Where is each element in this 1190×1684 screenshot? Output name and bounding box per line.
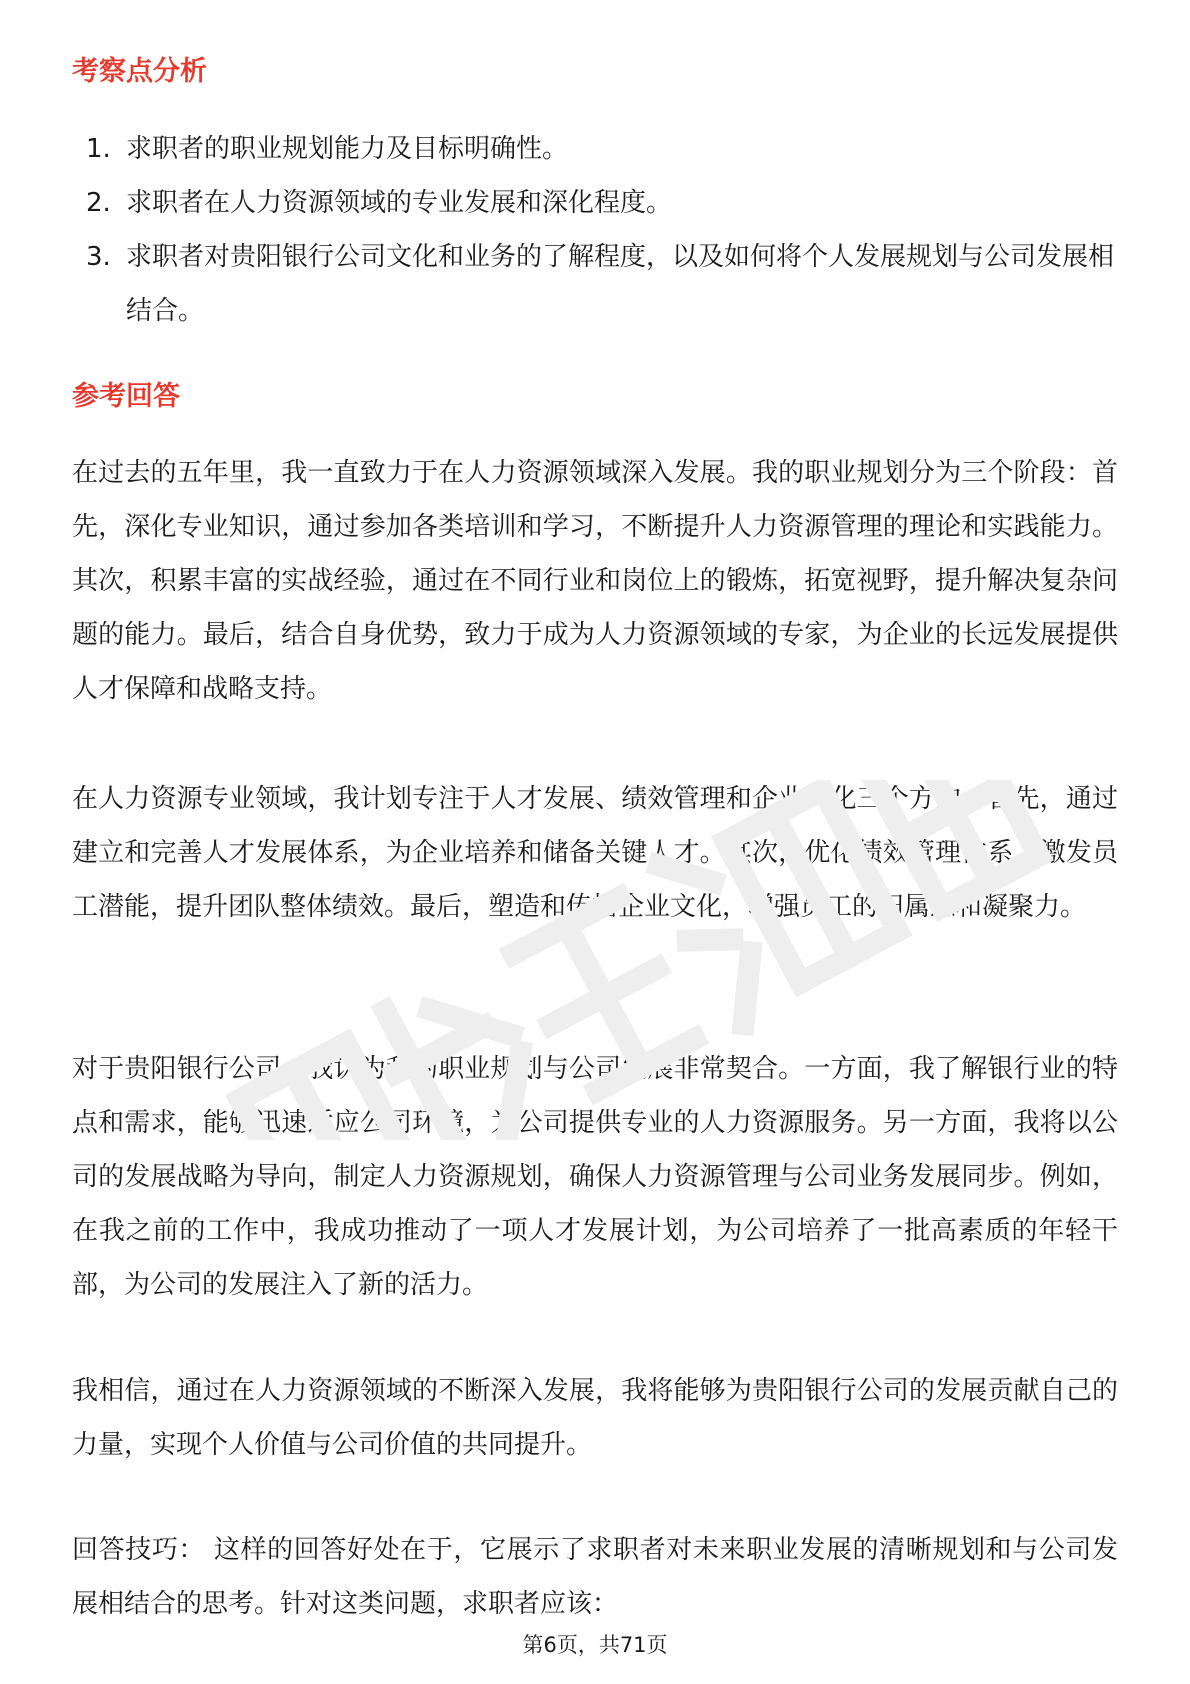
list-item bbox=[72, 122, 1118, 176]
answer-paragraph: 在人力资源专业领域，我计划专注于人才发展、绩效管理和企业文化三个方向。首先，通过建立和完善人才发展体系，为企业培养和储备关键人才。其次，优化绩效管理体系，激发员工潜能，提升团队整体绩效。最后，塑造和传播企业文化，增强员工的归属感和凝聚力。 bbox=[72, 784, 1118, 922]
answer-paragraph: 对于贵阳银行公司，我认为我的职业规划与公司发展非常契合。一方面，我了解银行业的特点和需求，能够迅速适应公司环境，为公司提供专业的人力资源服务。另一方面，我将以公司的发展战略为导向，制定人力资源规划，确保人力资源管理与公司业务发展同步。例如，在我之前的工作中，我成功推动了一项人才发展计划，为公司培养了一批高素质的年轻干部，为公司的发展注入了新的活力。 bbox=[72, 1054, 1118, 1300]
section-title-analysis: 考察点分析 bbox=[72, 56, 207, 87]
list-item-number: 2. bbox=[86, 188, 111, 218]
page-footer: 第6页，共71页 bbox=[522, 1633, 668, 1657]
section-title-answer: 参考回答 bbox=[72, 381, 180, 412]
list-item-number: 1. bbox=[86, 134, 111, 164]
answer-paragraph: 我相信，通过在人力资源领域的不断深入发展，我将能够为贵阳银行公司的发展贡献自己的力量，实现个人价值与公司价值的共同提升。 bbox=[72, 1376, 1118, 1460]
list-item-text: 求职者对贵阳银行公司文化和业务的了解程度，以及如何将个人发展规划与公司发展相结合。 bbox=[126, 242, 1115, 326]
list-item-text: 求职者在人力资源领域的专业发展和深化程度。 bbox=[126, 188, 673, 218]
list-item bbox=[72, 176, 1118, 230]
analysis-list bbox=[72, 122, 1118, 338]
answer-tips-paragraph: 回答技巧： 这样的回答好处在于，它展示了求职者对未来职业发展的清晰规划和与公司发展相结合的思考。针对这类问题，求职者应该： bbox=[72, 1535, 1118, 1619]
list-item-text: 求职者的职业规划能力及目标明确性。 bbox=[126, 134, 569, 164]
list-item bbox=[72, 230, 1118, 338]
list-item-number: 3. bbox=[86, 242, 111, 272]
answer-paragraph: 在过去的五年里，我一直致力于在人力资源领域深入发展。我的职业规划分为三个阶段：首先，深化专业知识，通过参加各类培训和学习，不断提升人力资源管理的理论和实践能力。其次，积累丰富的实战经验，通过在不同行业和岗位上的锻炼，拓宽视野，提升解决复杂问题的能力。最后，结合自身优势，致力于成为人力资源领域的专家，为企业的长远发展提供人才保障和战略支持。 bbox=[72, 458, 1118, 704]
